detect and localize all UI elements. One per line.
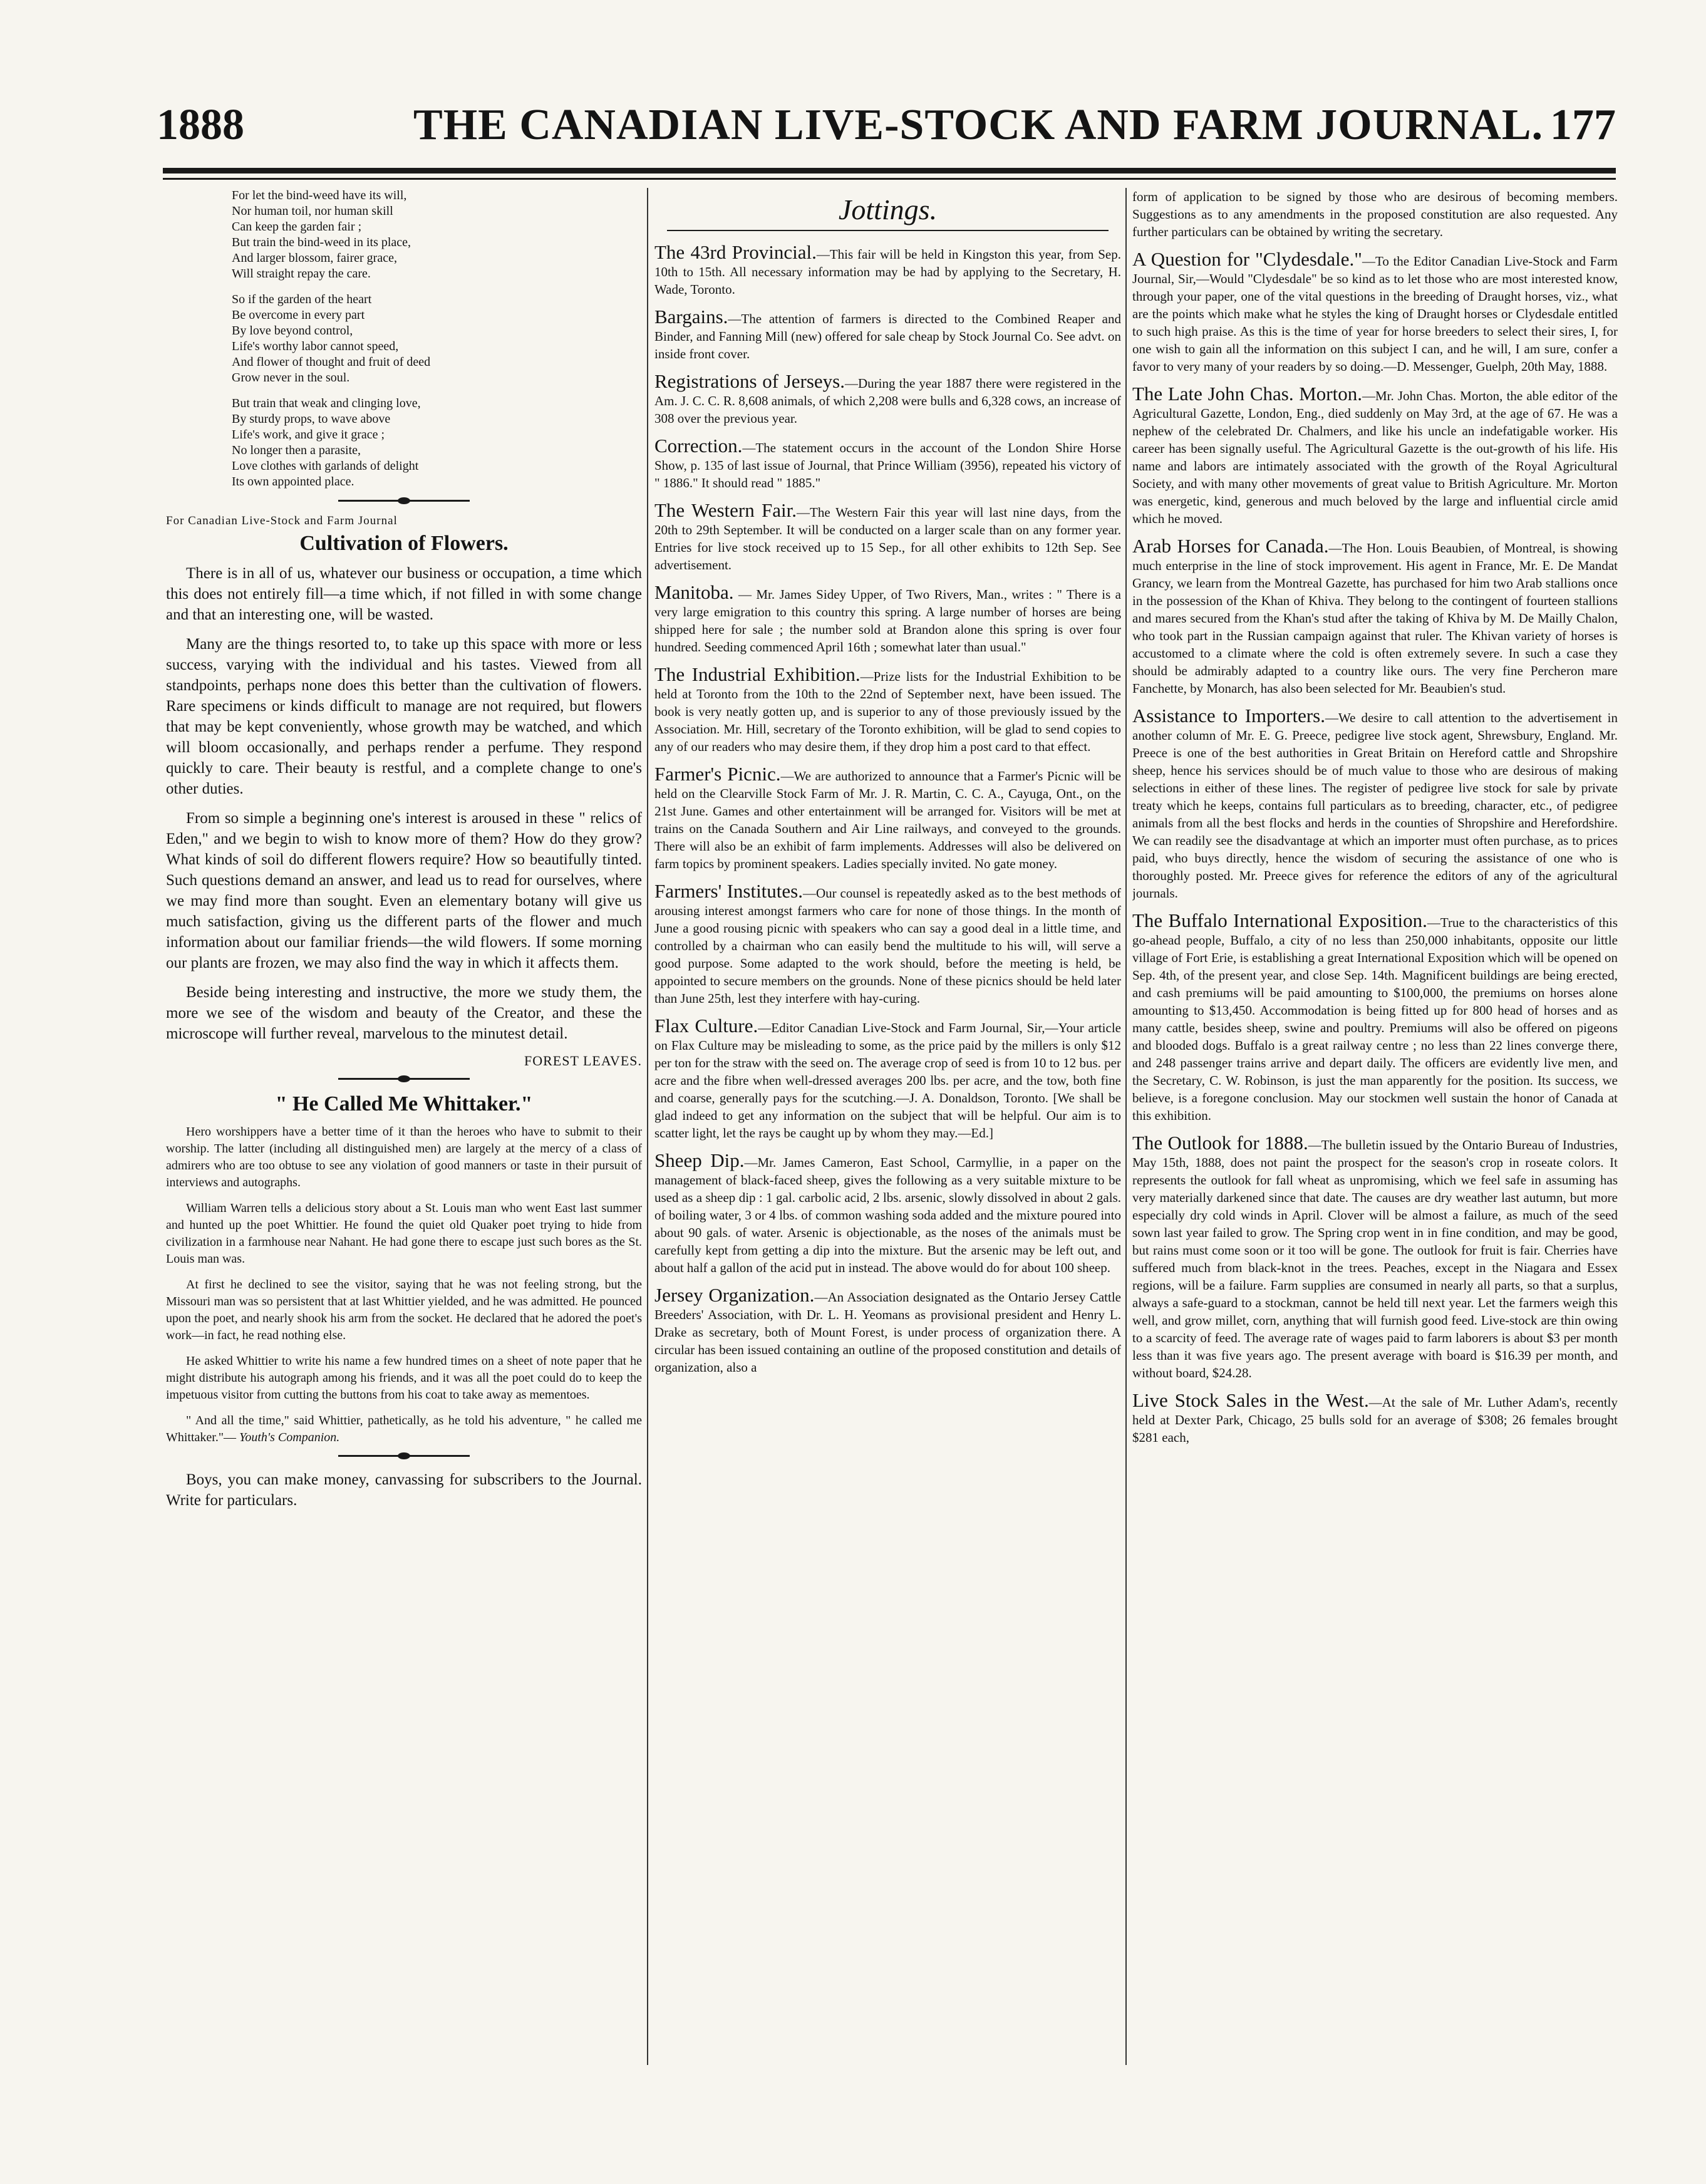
jotting-text: —The bulletin issued by the Ontario Bureau of Industries, May 15th, 1888, does not paint the prospect for the season's crop in roseate colors. It represents the outlook for fall wheat as unpromising, which we feel safe in assuming has very materially darkened since that date. The causes are dry weather last autumn, but more especially dry cold winds in April. Clover will be almost a failure, as much of the seed sown last year failed to grow. The Spring crop went in in fine condition, and may be good, but rains must come soon or it too will be gone. The outlook for fruit is fair. Cherries have suffered much from black-knot in the trees. Peaches, except in the Niagara and Essex regions, will be a failure. Farm supplies are consumed in nearly all parts, so that a surplus, always a safe-guard to a stockman, cannot be held till next year. Let the farmers weigh this well, and grow millet, corn, anything that will furnish good feed. Live-stock are thin owing to a scarcity of feed. The average rate of wages paid to farm laborers is about $3 per month less than it was five years ago. The present average with board is $16.39 per month, and without board, $24.28. bbox=[1132, 1137, 1618, 1380]
jotting-heading: The Late John Chas. Morton. bbox=[1132, 383, 1362, 405]
jotting-heading: Jersey Organization. bbox=[654, 1284, 815, 1306]
article-title-whittaker: " He Called Me Whittaker." bbox=[275, 1092, 533, 1115]
jotting-heading: The Industrial Exhibition. bbox=[654, 663, 861, 685]
article-paragraph: William Warren tells a delicious story about a St. Louis man who went East last summer and hunted up the poet Whittier. He found the quiet old Quaker poet trying to hide from civilization in a farmhouse near Nahant. He had gone there to escape just such bores as the St. Louis man was. bbox=[166, 1201, 642, 1266]
article-paragraph: He asked Whittier to write his name a few hundred times on a sheet of note paper that he might distribute his autograph among his friends, and it was all the poet could do to keep the impetuous visitor from cutting the buttons from his coat to take away as mementoes. bbox=[166, 1354, 642, 1402]
jotting-text: —At the sale of Mr. Luther Adam's, recently held at Dexter Park, Chicago, 25 bulls sold for an average of $308; 26 females brought $281 each, bbox=[1132, 1395, 1618, 1445]
poem-stanza: But train that weak and clinging love, By sturdy props, to wave above Life's work, and give it grace ; No longer then a parasite, Love clothes with garlands of delight Its own appointed place. bbox=[232, 396, 421, 489]
column-1 bbox=[166, 188, 642, 2071]
article-paragraph: Beside being interesting and instructive, the more we study them, the more we see of the wisdom and beauty of the Creator, and these the microscope will further reveal, marvelous to the minutest detail. bbox=[166, 984, 642, 1042]
article-paragraph: From so simple a beginning one's interest is aroused in these " relics of Eden," and we begin to wish to know more of them? How do they grow? What kinds of soil do different flowers require? How so beautifully tinted. Such questions demand an answer, and lead us to read for ourselves, where we may find more than sought. Even an elementary botany will give us much satisfaction, giving us the different parts of the flower and much information about our familiar friends—the wild flowers. If some morning our plants are frozen, we may also find the way in which it affects them. bbox=[166, 810, 642, 971]
jotting-item bbox=[654, 308, 1121, 363]
jottings-list-continued bbox=[1132, 248, 1618, 1446]
jotting-heading: Flax Culture. bbox=[654, 1015, 758, 1037]
closing-quote-text: " And all the time," said Whittier, pathetically, as he told his adventure, " he called me Whittaker."— bbox=[166, 1414, 642, 1444]
column-divider-1 bbox=[647, 188, 648, 2065]
article-paragraph: Many are the things resorted to, to take up this space with more or less success, varying with the individual and his tastes. Viewed from all standpoints, perhaps none does this better than the cultivation of flowers. Rare specimens or kinds difficult to manage are not required, but flowers that may be kept conveniently, whose growth may be watched, and which will bloom occasionally, and perhaps render a perfume. They respond quickly to care. Their beauty is restful, and a complete change to one's other duties. bbox=[166, 636, 642, 797]
jotting-heading: Correction. bbox=[654, 435, 743, 457]
jotting-text: —To the Editor Canadian Live-Stock and Farm Journal, Sir,—Would "Clydesdale" be so kind as to let those who are most interested know, through your paper, one of the vital questions in the breeding of Draught horses, viz., what are the points which make what he styles the king of Draught horses or Clydesdale entitled to such high praise. As this is the time of year for horse breeders to select their sires, I, for one wish to gain all the information on this subject I can, and he will, I am sure, confer a favor to very many of your readers by so doing.—D. Messenger, Guelph, 20th May, 1888. bbox=[1132, 254, 1618, 374]
article-kicker: For Canadian Live-Stock and Farm Journal bbox=[166, 514, 398, 527]
jotting-heading: Sheep Dip. bbox=[654, 1149, 745, 1171]
article-paragraph: Hero worshippers have a better time of it than the heroes who have to submit to their worship. The latter (including all distinguished men) are largely at the mercy of a class of admirers who are too obtuse to see any violation of good manners or taste in their pursuit of interviews and autographs. bbox=[166, 1125, 642, 1189]
header-rule-thin bbox=[163, 178, 1616, 180]
jotting-item bbox=[654, 882, 1121, 1007]
jotting-text: —The attention of farmers is directed to the Combined Reaper and Binder, and Fanning Mill (new) offered for sale cheap by Stock Journal Co. See advt. on inside front cover. bbox=[654, 311, 1121, 361]
jotting-text: —Prize lists for the Industrial Exhibition to be held at Toronto from the 10th to the 22nd of September next, have been issued. The book is very neatly gotten up, and is superior to any of those previously issued by the Association. Mr. Hill, secretary of the Toronto exhibition, will be glad to send copies to any of our readers who may desire them, if they drop him a post card to that effect. bbox=[654, 669, 1121, 754]
jotting-item bbox=[654, 1286, 1121, 1376]
jotting-text: —An Association designated as the Ontario Jersey Cattle Breeders' Association, with Dr. L. H. Yeomans as provisional president and Henry L. Drake as secretary, both of Mount Forest, is under process of organization there. A circular has been issued containing an outline of the proposed constitution and details of organization, also a bbox=[654, 1290, 1121, 1375]
jotting-text: —True to the characteristics of this go-ahead people, Buffalo, a city of no less than 250,000 inhabitants, opposite our little village of Fort Erie, is establishing a great International Exposition which will be opened on Sep. 4th, of the present year, and close Sep. 14th. Magnificent buildings are being erected, and cash premiums will be paid amounting to $100,000, the premiums on horses alone amounting to $13,450. Accommodation is being fitted up for 800 head of horses and as many cattle, besides sheep, swine and poultry. Premiums will also be offered on pigeons and blooded dogs. Buffalo is a great railway centre ; no less than 22 lines converge there, and 248 passenger trains arrive and depart daily. The officers are evidently live men, and the Secretary, C. W. Robinson, is just the man apparently for the position. Its success, we believe, is a foregone conclusion. May our stockmen well sustain the honor of Canada at this exhibition. bbox=[1132, 915, 1618, 1123]
header-year: 1888 bbox=[157, 101, 244, 149]
jotting-item bbox=[1132, 537, 1618, 697]
jotting-text: —Our counsel is repeatedly asked as to the best methods of arousing interest amongst farmers who care for none of those things. In the month of June a good rousing picnic with speakers who can say a good deal in a little time, and controlled by a chairman who can easily bend the multitude to his will, will serve a good purpose. Some adapted to the work should, before the meeting is held, be appointed to secure members on the grounds. None of these picnics should be held later than June 25th, lest they interfere with hay-curing. bbox=[654, 886, 1121, 1006]
jotting-item bbox=[1132, 909, 1618, 1124]
poem-stanza: For let the bind-weed have its will, Nor human toil, nor human skill Can keep the garden fair ; But train the bind-weed in its place, And larger blossom, fairer grace, Will straight repay the care. bbox=[232, 189, 411, 281]
jotting-heading: The Western Fair. bbox=[654, 499, 797, 521]
jotting-heading: Arab Horses for Canada. bbox=[1132, 535, 1329, 557]
page-header bbox=[157, 100, 1616, 169]
ornamental-divider bbox=[338, 500, 470, 502]
column-2 bbox=[654, 188, 1121, 2071]
poem-stanza: So if the garden of the heart Be overcome in every part By love beyond control, Life's worthy labor cannot speed, And flower of thought and fruit of deed Grow never in the soul. bbox=[232, 292, 431, 385]
article-paragraph bbox=[166, 1412, 642, 1446]
jotting-item bbox=[1132, 248, 1618, 375]
jottings-list bbox=[654, 241, 1121, 1376]
jotting-heading: Assistance to Importers. bbox=[1132, 705, 1326, 727]
jotting-text: —Mr. James Cameron, East School, Carmyllie, in a paper on the management of black-faced sheep, gives the following as a very suitable mixture to be used as a sheep dip : 1 gal. carbolic acid, 2 lbs. arsenic, slowly dissolved in about 2 gals. of boiling water, 3 or 4 lbs. of common washing soda added and the mixture poured into about 90 gals. of water. Arsenic is objectionable, as the noses of the animals must be carefully kept from getting a dip into the mixture. But the arsenic may be left out, and about half a gallon of the acid put in instead. The above would do for about 100 sheep. bbox=[654, 1155, 1121, 1275]
jotting-heading: The Buffalo International Exposition. bbox=[1132, 909, 1427, 931]
jotting-item bbox=[654, 581, 1121, 656]
jotting-heading: Farmer's Picnic. bbox=[654, 763, 781, 785]
page-number: 177 bbox=[1550, 101, 1616, 149]
jotting-item bbox=[654, 499, 1121, 574]
article-credit: Youth's Companion. bbox=[239, 1431, 340, 1444]
jotting-text: —We desire to call attention to the advertisement in another column of Mr. E. G. Preece, pedigree live stock agent, Shrewsbury, England. Mr. Preece is one of the best authorities in Great Britain on Hereford cattle and Shropshire sheep, hence his services should be of much value to those who are desirous of making selections in either of these lines. The register of pedigree live stock for sale by private treaty which he keeps, contains full particulars as to breeding, character, etc., of pedigree animals from all the best flocks and herds in the counties of Shropshire and Herefordshire. We can readily see the disadvantage at which an importer must often purchase, as to prices paid, who buys directly, hence the wisdom of securing the assistance of one who is thoroughly posted. Mr. Preece gives for reference the editors of any of the agricultural journals. bbox=[1132, 710, 1618, 901]
journal-title: THE CANADIAN LIVE-STOCK AND FARM JOURNAL. bbox=[413, 101, 1544, 149]
jotting-item bbox=[1132, 1389, 1618, 1446]
jotting-text: —We are authorized to announce that a Farmer's Picnic will be held on the Clearville Stock Farm of Mr. J. R. Martin, C. C. A., Cayuga, Ont., on the 21st June. Games and other entertainment will be arranged for. Visitors will be met at trains on the Canada Southern and Air Line railways, and conveyed to the grounds. There will also be an exhibit of farm implements. Addresses will also be delivered on farm topics by prominent speakers. Ladies specially invited. No gate money. bbox=[654, 769, 1121, 871]
jotting-text: —This fair will be held in Kingston this year, from Sep. 10th to 15th. All necessary information may be had by applying to the Secretary, H. Wade, Toronto. bbox=[654, 247, 1121, 297]
continued-paragraph: form of application to be signed by those who are desirous of becoming members. Suggestions as to any amendments in the proposed constitution are also requested. Any further particulars can be obtained by writing the secretary. bbox=[1132, 189, 1618, 239]
ornamental-divider bbox=[338, 1455, 470, 1457]
jotting-item bbox=[1132, 385, 1618, 527]
jotting-text: — Mr. James Sidey Upper, of Two Rivers, Man., writes : " There is a very large emigration to this country this spring. A large number of horses are being shipped here for sale ; the number sold at Brandon alone this spring is over four hundred. Seeding commenced April 16th ; somewhat later than usual." bbox=[654, 587, 1121, 655]
jotting-heading: Registrations of Jerseys. bbox=[654, 370, 845, 392]
article-paragraph: At first he declined to see the visitor, saying that he was not feeling strong, but the Missouri man was so persistent that at last Whittier yielded, and he was admitted. He pounced upon the poet, and nearly shook his arm from the socket. He declared that he adored the poet's work—in fact, he read nothing else. bbox=[166, 1278, 642, 1342]
jotting-text: —The statement occurs in the account of the London Shire Horse Show, p. 135 of last issue of Journal, that Prince William (3956), repeated his victory of " 1886." It should read " 1885." bbox=[654, 440, 1121, 490]
jotting-text: —The Hon. Louis Beaubien, of Montreal, is showing much enterprise in the line of stock improvement. His agent in France, Mr. E. De Mandat Grancy, we learn from the Montreal Gazette, has purchased for him two Arab stallions once in the possession of the Khan of Khiva. They belong to the contingent of fourteen stallions and mares secured from the Khan's stud after the taking of Khiva by M. De Mailly Chalon, who took part in the Russian campaign against that ruler. The Khivan variety of horses is accustomed to a climate where the cold is often extremely severe. In such a case they should be admirably adapted to a country like ours. The very fine Percheron mare Fanchette, by Monarch, has also been selected for Mr. Beaubien's stud. bbox=[1132, 541, 1618, 696]
jotting-heading: Bargains. bbox=[654, 306, 728, 328]
jotting-item bbox=[1132, 1134, 1618, 1382]
jotting-text: —During the year 1887 there were registered in the Am. J. C. C. R. 8,608 animals, of which 2,208 were bulls and 6,328 cows, an increase of 308 over the previous year. bbox=[654, 376, 1121, 426]
subscription-note: Boys, you can make money, canvassing for subscribers to the Journal. Write for particulars. bbox=[166, 1471, 642, 1509]
column-divider-2 bbox=[1125, 188, 1127, 2065]
jotting-heading: Manitoba. bbox=[654, 581, 734, 603]
article-paragraph: There is in all of us, whatever our business or occupation, a time which this does not entirely fill—a time which, if not filled in with some change and that an interesting one, will be wasted. bbox=[166, 565, 642, 623]
article-signature: FOREST LEAVES. bbox=[524, 1053, 642, 1069]
jotting-heading: Live Stock Sales in the West. bbox=[1132, 1389, 1369, 1411]
ornamental-divider bbox=[338, 1078, 470, 1080]
jotting-item bbox=[654, 370, 1121, 427]
jotting-item bbox=[1132, 707, 1618, 902]
header-rule-thick bbox=[163, 168, 1616, 173]
jotting-heading: The Outlook for 1888. bbox=[1132, 1132, 1308, 1154]
article-title-flowers: Cultivation of Flowers. bbox=[299, 532, 509, 555]
jotting-heading: The 43rd Provincial. bbox=[654, 241, 817, 263]
jotting-item bbox=[654, 1017, 1121, 1142]
column-3 bbox=[1132, 188, 1618, 2071]
jotting-heading: A Question for "Clydesdale." bbox=[1132, 248, 1362, 270]
jotting-heading: Farmers' Institutes. bbox=[654, 880, 803, 902]
section-rule bbox=[667, 230, 1109, 231]
jotting-item bbox=[654, 437, 1121, 492]
jotting-item bbox=[654, 663, 1121, 755]
jotting-item bbox=[654, 765, 1121, 872]
jotting-text: —Editor Canadian Live-Stock and Farm Journal, Sir,—Your article on Flax Culture may be misleading to some, as the price paid by the millers is only $12 per ton for the straw with the seed on. The average crop of seed is from 10 to 12 bus. per acre and the fibre when well-dressed averages 200 lbs. per acre, and the tow, both fine and coarse, generally pays for the scutching.—J. A. Donaldson, Toronto. [We shall be glad indeed to get any information on the subject that will be helpful. Our aim is to scatter light, let the rays be caught up by whom they may.—Ed.] bbox=[654, 1020, 1121, 1141]
jotting-item bbox=[654, 241, 1121, 298]
section-title-jottings: Jottings. bbox=[838, 194, 938, 225]
jotting-text: —The Western Fair this year will last nine days, from the 20th to 29th September. It will be conducted on a larger scale than on any former year. Entries for live stock received up to 15 Sep., for all other exhibits to 12th Sep. See advertisement. bbox=[654, 505, 1121, 572]
jotting-text: —Mr. John Chas. Morton, the able editor of the Agricultural Gazette, London, Eng., died suddenly on May 3rd, at the age of 67. He was a nephew of the celebrated Dr. Chalmers, and like his uncle an indefatigable worker. His career has been signally useful. The Agricultural Gazette is the out-growth of his life. His name and labors are intimately associated with the growth of the Royal Agricultural Society, and with many other movements of great value to British Agriculture. Mr. Morton was energetic, kind, generous and much beloved by the large and influential circle amid which he moved. bbox=[1132, 388, 1618, 526]
jotting-item bbox=[654, 1149, 1121, 1276]
